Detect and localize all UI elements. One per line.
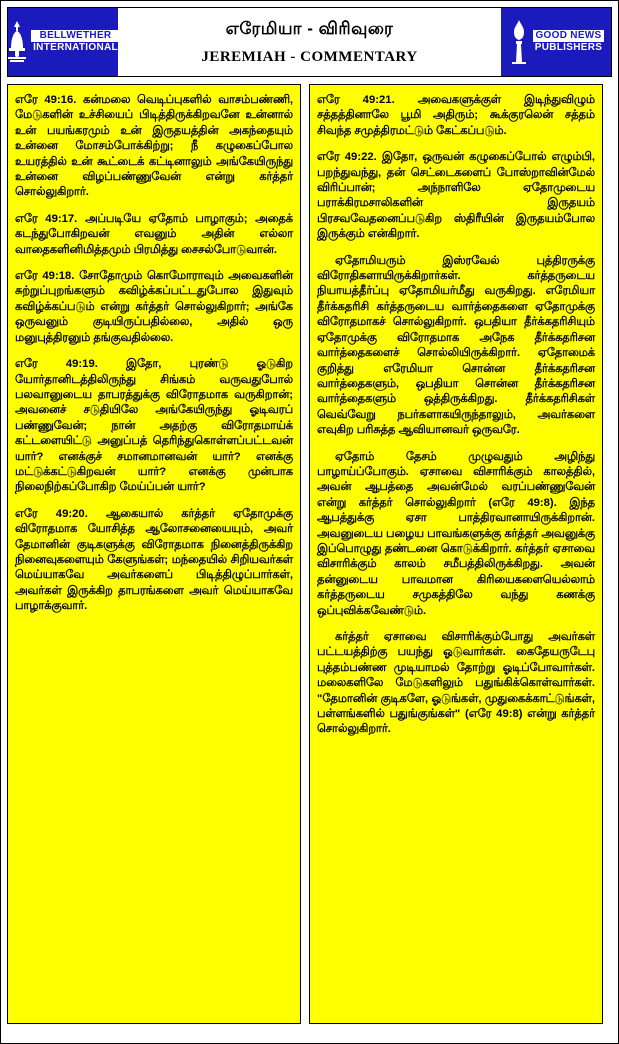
verse-paragraph: எரே 49:19. இதோ, புரண்டு ஓடுகிற யோர்தானிடத்திலிருந்து சிங்கம் வருவதுபோல் பலவானுடைய தாபரத்துக்கு விரோதமாக வருகிறான்; அவனைச் சடுதியிலே அங்கேயிருந்து ஓடிவரப் பண்ணுவேன்; நான் அதற்கு விரோதமாய்க் கட்டளையிட்டு அனுப்பத் தெரிந்துகொள்ளப்பட்டவன் யார்? எனக்குச் சமானமானவன் யார்? எனக்கு மட்டுக்கட்டுகிறவன் யார்? எனக்கு முன்பாக நிலைநிற்கப்போகிற மேய்ப்பன் யார்?: [15, 358, 293, 494]
page-header: [7, 7, 612, 77]
verse-paragraph: எரே 49:17. அப்படியே ஏதோம் பாழாகும்; அதைக் கடந்துபோகிறவன் எவனும் அதின் எல்லா வாதைகளினிமித்தமும் பிரமித்து சைசல்போடுவான்.: [15, 212, 293, 256]
commentary-paragraph: ஏதோம் தேசம் முழுவதும் அழிந்து பாழாய்ப்போகும். ஏசாவை விசாரிக்கும் காலத்தில், அவன் ஆபத்தை அவன்மேல் வரப்பண்ணுவேன் என்று கர்த்தர் சொல்லுகிறார் (எரே 49:8). இந்த ஆபத்துக்கு ஏசா பாத்திரவானாயிருக்கிறான். அவனுடைய பழைய பாவங்களுக்கு கர்த்தர் அவனுக்கு இப்பொழுது தண்டனை கொடுக்கிறார். கர்த்தர் ஏசாவை விசாரிக்கும் காலம் சமீபத்திலிருக்கிறது. அவன் தன்னுடைய பாவமான கிரியைகளையெல்லாம் கர்த்தருடைய சமுகத்திலே வந்து கணக்கு ஒப்புவிக்கவேண்டும்.: [317, 450, 595, 617]
good-news-logo-line1: GOOD NEWS: [533, 30, 604, 42]
commentary-paragraph: ஏதோமியரும் இஸ்ரவேல் புத்திரருக்கு விரோதிகளாயிருக்கிறார்கள். கர்த்தருடைய நியாயத்தீர்ப்பு ஏதோமியர்மீது வருகிறது. எரேமியா தீர்க்கதரிசி கர்த்தருடைய வார்த்தைகளை ஏதோமுக்கு விரோதமாகச் சொல்லுகிறார். ஒபதியா தீர்க்கதரிசியும் ஏதோமுக்கு விரோதமாக அநேக தீர்க்கதரிசன வார்த்தைகளைச் சொல்லியிருக்கிறார். ஏதோமைக் குறித்து எரேமியா சொன்ன தீர்க்கதரிசன வார்த்தைகளும், ஒபதியா சொன்ன தீர்க்கதரிசன வார்த்தைகளும் ஒத்திருக்கிறது. தீர்க்கதரிசிகள் வெவ்வேறு நபர்களாகயிருந்தாலும், அவர்களை எவுகிற பரிசுத்த ஆவியானவர் ஒருவரே.: [317, 254, 595, 437]
good-news-logo-line2: PUBLISHERS: [534, 42, 603, 53]
page-title-tamil: எரேமியா - விரிவுரை: [225, 18, 394, 38]
bellwether-logo-text: [31, 30, 120, 54]
content-columns: [7, 84, 612, 1024]
commentary-paragraph: கர்த்தர் ஏசாவை விசாரிக்கும்போது அவர்கள் பட்டயத்திற்கு பயந்து ஓடுவார்கள். கைதேயருடேபு புத்தம்பண்ண முடியாமல் தோற்று ஓடிப்போவார்கள். மலைகளிலே மேடுகளிலும் பதுங்கிக்கொள்வார்கள். "தேமானின் குடிகளே, ஓடுங்கள், முதுகைக்காட்டுங்கள், பள்ளங்களில் பதுங்குங்கள்" (எரே 49:8) என்று கர்த்தர் சொல்லுகிறார்.: [317, 631, 595, 736]
header-titles: [118, 8, 501, 76]
torch-icon: [508, 18, 530, 66]
verse-paragraph: எரே 49:20. ஆகையால் கர்த்தர் ஏதோமுக்கு விரோதமாக யோசித்த ஆலோசனையையும், அவர் தேமானின் குடிகளுக்கு விரோதமாக நினைத்திருக்கிற நினைவுகளையும் கேளுங்கள்; மந்தையில் சிறியவர்கள் மெய்யாகவே அவர்களைப் பிடித்திழுப்பார்கள், அவர்கள் இருக்கிற தாபரங்களை அவர் மெய்யாகவே பாழாக்குவார்.: [15, 507, 293, 613]
bellwether-logo-line2: INTERNATIONAL: [33, 42, 118, 53]
bellwether-logo-line1: BELLWETHER: [31, 30, 120, 42]
left-column: [7, 84, 301, 1024]
verse-paragraph: எரே 49:16. கன்மலை வெடிப்புகளில் வாசம்பண்ணி, மேடுகளின் உச்சியைப் பிடித்திருக்கிறவனே உன்னால் உன் பயங்கரமும் உன் இருதயத்தின் அகந்தையும் உன்னை மோசம்போக்கிற்று; நீ கழுகைப்போல உயரத்தில் உன் கூட்டைக் கட்டினாலும் அங்கேயிருந்து உன்னை விழப்பண்ணுவேன் என்று கர்த்தர் சொல்லுகிறார்.: [15, 94, 293, 199]
bellwether-international-logo: [8, 8, 118, 76]
page-title-english: JEREMIAH - COMMENTARY: [201, 48, 418, 65]
bell-icon: [6, 18, 28, 66]
verse-paragraph: எரே 49:21. அவைகளுக்குள் இடிந்துவிழும் சத்தத்தினாலே பூமி அதிரும்; கூக்குரலென் சத்தம் சிவந்த சமுத்திரமட்டும் கேட்கப்படும்.: [317, 94, 595, 137]
verse-paragraph: எரே 49:18. சோதோமும் கொமோராவும் அவைகளின் சுற்றுப்புறங்களும் கவிழ்க்கப்பட்டதுபோல இதுவும் கவிழ்க்கப்படும் என்று கர்த்தர் சொல்லுகிறார்; அங்கே ஒருவனும் குடியிருப்பதில்லை, அதில் ஒரு மனுபுத்திரனும் தங்குவதில்லை.: [15, 270, 293, 344]
good-news-logo-text: [533, 30, 604, 54]
verse-paragraph: எரே 49:22. இதோ, ஒருவன் கழுகைப்போல் எழும்பி, பறந்துவந்து, தன் செட்டைகளைப் போஸ்றாவின்மேல் விரிப்பான்; அந்நாளிலே ஏதோமுடைய பராக்கிரமசாலிகளின் இருதயம் பிரசவவேதனைப்படுகிற ஸ்திரீயின் இருதயம்போல இருக்கும் என்கிறார்.: [317, 151, 595, 241]
right-column: [309, 84, 603, 1024]
good-news-publishers-logo: [501, 8, 611, 76]
